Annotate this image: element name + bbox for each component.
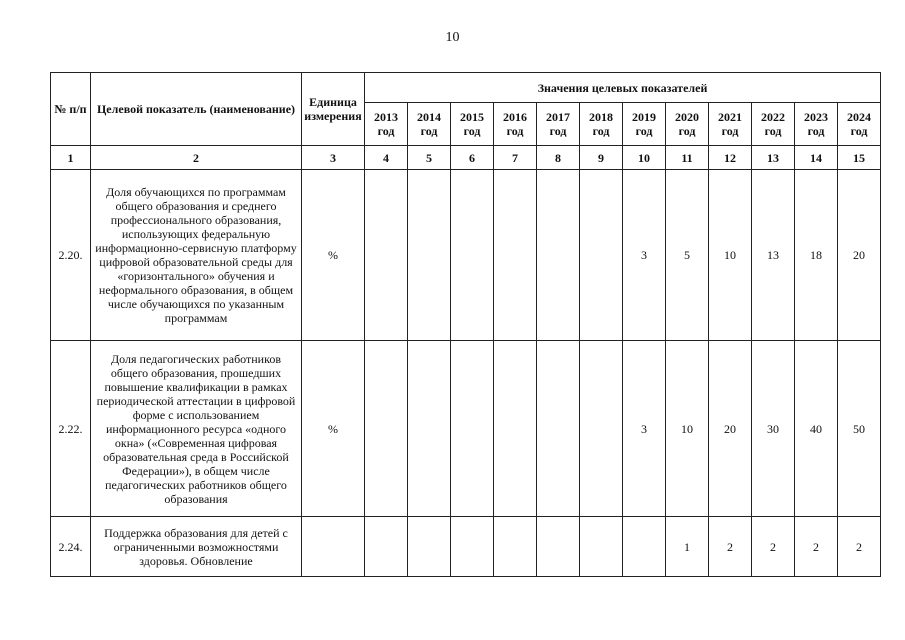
value-cell xyxy=(408,170,451,341)
row-number: 2.20. xyxy=(51,170,91,341)
value-cell xyxy=(494,341,537,517)
table-row xyxy=(51,517,881,577)
value-cell: 10 xyxy=(666,341,709,517)
value-cell: 20 xyxy=(838,170,881,341)
value-cell: 13 xyxy=(752,170,795,341)
unit xyxy=(302,517,365,577)
value-cell: 20 xyxy=(709,341,752,517)
indicator-name: Доля педагогических работников общего образования, прошедших повышение квалификации в рамках периодической аттестации в цифровой форме с использованием информационного ресурса «одного окна» («Современная цифровая образовательная среда в Российской Федерации»), в общем числе педагогических работников общего образования xyxy=(91,341,302,517)
column-number: 3 xyxy=(302,146,365,170)
value-cell: 2 xyxy=(795,517,838,577)
value-cell xyxy=(494,170,537,341)
column-number: 11 xyxy=(666,146,709,170)
header-indicator: Целевой показатель (наименование) xyxy=(91,73,302,146)
header-year: 2018 год xyxy=(580,103,623,146)
header-values-group: Значения целевых показателей xyxy=(365,73,881,103)
value-cell xyxy=(365,341,408,517)
indicator-name: Доля обучающихся по программам общего образования и среднего профессионального образования, использующих федеральную информационно-сервисную платформу цифровой образовательной среды для «горизонтального» обучения и неформального образования, в общем числе обучающихся по указанным программам xyxy=(91,170,302,341)
value-cell xyxy=(451,170,494,341)
value-cell: 3 xyxy=(623,341,666,517)
header-year: 2021 год xyxy=(709,103,752,146)
unit: % xyxy=(302,170,365,341)
value-cell xyxy=(365,517,408,577)
indicator-name: Поддержка образования для детей с ограниченными возможностями здоровья. Обновление xyxy=(91,517,302,577)
header-year: 2024 год xyxy=(838,103,881,146)
value-cell xyxy=(580,170,623,341)
column-number: 12 xyxy=(709,146,752,170)
header-num: № п/п xyxy=(51,73,91,146)
row-number: 2.22. xyxy=(51,341,91,517)
value-cell: 1 xyxy=(666,517,709,577)
header-row-top xyxy=(51,73,881,103)
header-year: 2022 год xyxy=(752,103,795,146)
value-cell xyxy=(580,341,623,517)
value-cell: 5 xyxy=(666,170,709,341)
value-cell xyxy=(408,341,451,517)
page-number: 10 xyxy=(445,30,460,45)
header-year: 2015 год xyxy=(451,103,494,146)
value-cell xyxy=(580,517,623,577)
value-cell xyxy=(365,170,408,341)
value-cell xyxy=(451,517,494,577)
header-year: 2023 год xyxy=(795,103,838,146)
table-row xyxy=(51,170,881,341)
value-cell: 50 xyxy=(838,341,881,517)
column-number: 2 xyxy=(91,146,302,170)
value-cell: 18 xyxy=(795,170,838,341)
table-row xyxy=(51,341,881,517)
target-indicators-table xyxy=(50,72,881,577)
value-cell xyxy=(494,517,537,577)
header-year: 2017 год xyxy=(537,103,580,146)
value-cell xyxy=(537,341,580,517)
value-cell xyxy=(408,517,451,577)
value-cell xyxy=(537,517,580,577)
header-year: 2014 год xyxy=(408,103,451,146)
value-cell xyxy=(537,170,580,341)
header-unit: Единица измерения xyxy=(302,73,365,146)
column-number: 1 xyxy=(51,146,91,170)
value-cell: 10 xyxy=(709,170,752,341)
value-cell: 30 xyxy=(752,341,795,517)
header-year: 2016 год xyxy=(494,103,537,146)
column-number: 8 xyxy=(537,146,580,170)
value-cell: 2 xyxy=(709,517,752,577)
column-numbers-row xyxy=(51,146,881,170)
column-number: 9 xyxy=(580,146,623,170)
column-number: 13 xyxy=(752,146,795,170)
value-cell: 2 xyxy=(752,517,795,577)
column-number: 10 xyxy=(623,146,666,170)
column-number: 6 xyxy=(451,146,494,170)
column-number: 15 xyxy=(838,146,881,170)
header-year: 2013 год xyxy=(365,103,408,146)
header-year: 2020 год xyxy=(666,103,709,146)
value-cell: 3 xyxy=(623,170,666,341)
column-number: 7 xyxy=(494,146,537,170)
row-number: 2.24. xyxy=(51,517,91,577)
unit: % xyxy=(302,341,365,517)
value-cell: 40 xyxy=(795,341,838,517)
column-number: 14 xyxy=(795,146,838,170)
column-number: 5 xyxy=(408,146,451,170)
value-cell: 2 xyxy=(838,517,881,577)
value-cell xyxy=(623,517,666,577)
header-year: 2019 год xyxy=(623,103,666,146)
value-cell xyxy=(451,341,494,517)
column-number: 4 xyxy=(365,146,408,170)
